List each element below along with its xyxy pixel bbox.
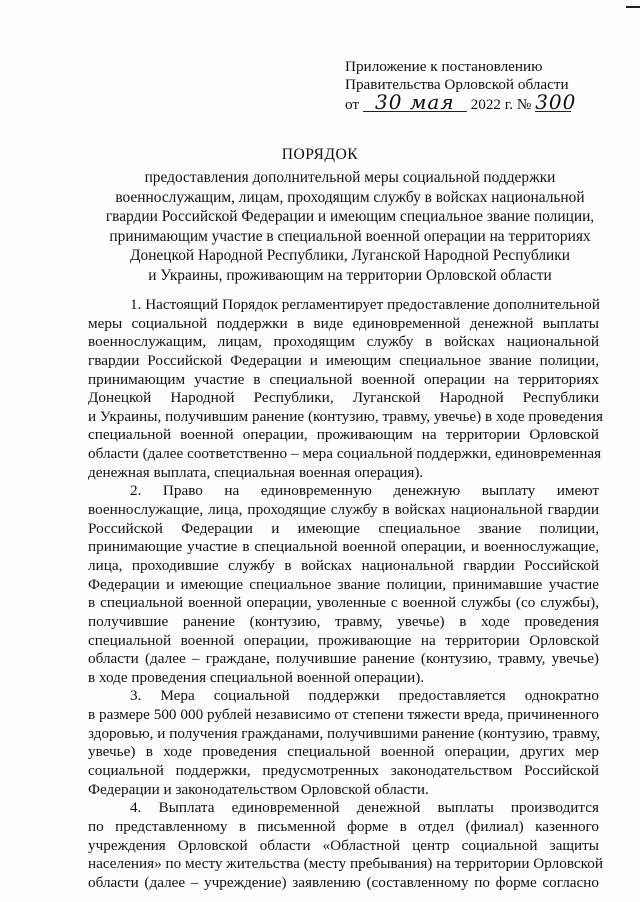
body-line: денежная выплата, специальная военная операция). bbox=[88, 463, 424, 481]
appendix-line-2: Правительства Орловской области bbox=[345, 76, 569, 93]
body-line: гвардии Российской Федерации и имеющим специальное звание полиции, bbox=[88, 351, 599, 369]
subtitle-line: Донецкой Народной Республики, Луганской Народной Республики bbox=[130, 247, 570, 265]
body-line: в ходе проведения специальной военной операции). bbox=[88, 668, 425, 686]
number-field bbox=[535, 90, 577, 114]
body-line: Федерации и законодательством Орловской области. bbox=[88, 780, 429, 798]
body-line: увечье) в ходе проведения специальной военной операции, других мер bbox=[88, 743, 599, 761]
body-line: меры социальной поддержки в виде единовременной денежной выплаты bbox=[88, 314, 599, 332]
handwritten-date: 30 мая bbox=[375, 90, 455, 114]
body-line: 1. Настоящий Порядок регламентирует предоставление дополнительной bbox=[130, 296, 600, 313]
paragraph-4 bbox=[88, 799, 603, 892]
body-line: военнослужащие, лица, проходящие службу в войсках национальной гвардии bbox=[88, 501, 599, 519]
document-title: ПОРЯДОК bbox=[281, 146, 359, 163]
body-line: Федерации и имеющие специальное звание полиции, принимавшие участие bbox=[88, 575, 599, 593]
page-edge-mark bbox=[626, 6, 640, 8]
body-line: получившие ранение (контузию, травму, увечье) в ходе проведения bbox=[88, 612, 599, 630]
paragraph-3 bbox=[88, 687, 599, 799]
paragraph-2 bbox=[88, 482, 599, 687]
body-line: населения» по месту жительства (месту пребывания) на территории Орловской bbox=[88, 855, 603, 873]
body-line: специальной военной операции, проживающие на территории Орловской bbox=[88, 631, 599, 649]
body-line: социальной поддержки, предусмотренных законодательством Российской bbox=[88, 762, 599, 780]
body-line: области (далее соответственно – мера социальной поддержки, единовременная bbox=[88, 445, 602, 463]
date-prefix: от bbox=[345, 96, 360, 113]
year-label: 2022 г. № bbox=[470, 96, 532, 113]
body-line: учреждения Орловской области «Областной центр социальной защиты bbox=[88, 836, 599, 854]
appendix-line-1: Приложение к постановлению bbox=[345, 58, 543, 75]
body-line: 3. Мера социальной поддержки предоставляется однократно bbox=[130, 687, 599, 705]
paragraph-1 bbox=[88, 296, 604, 482]
body-line: здоровью, и получения гражданами, получившими ранение (контузию, травму, bbox=[88, 724, 601, 742]
date-field bbox=[363, 90, 467, 114]
body-line: лица, проходившие службу в войсках национальной гвардии Российской bbox=[88, 556, 599, 574]
body-line: военнослужащим, лицам, проходящим службу в войсках национальной bbox=[88, 333, 599, 351]
body-line: Российской Федерации и имеющие специальное звание полиции, bbox=[88, 519, 599, 537]
body-line: области (далее – граждане, получившие ранение (контузию, травму, увечье) bbox=[88, 650, 599, 668]
body-line: специальной военной операции, проживающим на территории Орловской bbox=[88, 426, 599, 444]
body-line: 2. Право на единовременную денежную выплату имеют bbox=[130, 482, 599, 500]
body-line: 4. Выплата единовременной денежной выплаты производится bbox=[130, 799, 599, 817]
body-line: принимающие участие в специальной военной операции, и военнослужащие, bbox=[88, 538, 599, 556]
document-body bbox=[88, 296, 604, 893]
body-line: и Украины, получившим ранение (контузию, травму, увечье) в ходе проведения bbox=[88, 407, 604, 425]
body-line: в специальной военной операции, уволенные с военной службы (со службы), bbox=[88, 594, 599, 612]
handwritten-number: 300 bbox=[535, 90, 577, 114]
body-line: в размере 500 000 рублей независимо от степени тяжести вреда, причиненного bbox=[88, 706, 599, 724]
body-line: принимающим участие в специальной военной операции на территориях bbox=[88, 370, 599, 388]
appendix-header bbox=[345, 58, 577, 114]
subtitle-line: принимающим участие в специальной военной операции на территориях bbox=[109, 227, 591, 245]
subtitle-line: военнослужащим, лицам, проходящим службу в войсках национальной bbox=[115, 188, 585, 206]
subtitle-line: предоставления дополнительной меры социальной поддержки bbox=[144, 169, 556, 186]
subtitle-line: гвардии Российской Федерации и имеющим специальное звание полиции, bbox=[105, 208, 595, 226]
document-subtitle bbox=[60, 168, 640, 286]
appendix-date-line bbox=[345, 90, 577, 114]
subtitle-line: и Украины, проживающим на территории Орловской области bbox=[148, 266, 552, 284]
body-line: по представленному в письменной форме в отдел (филиал) казенного bbox=[88, 817, 599, 835]
body-line: Донецкой Народной Республики, Луганской Народной Республики bbox=[88, 389, 599, 407]
body-line: области (далее – учреждение) заявлению (составленному по форме согласно bbox=[88, 873, 599, 891]
